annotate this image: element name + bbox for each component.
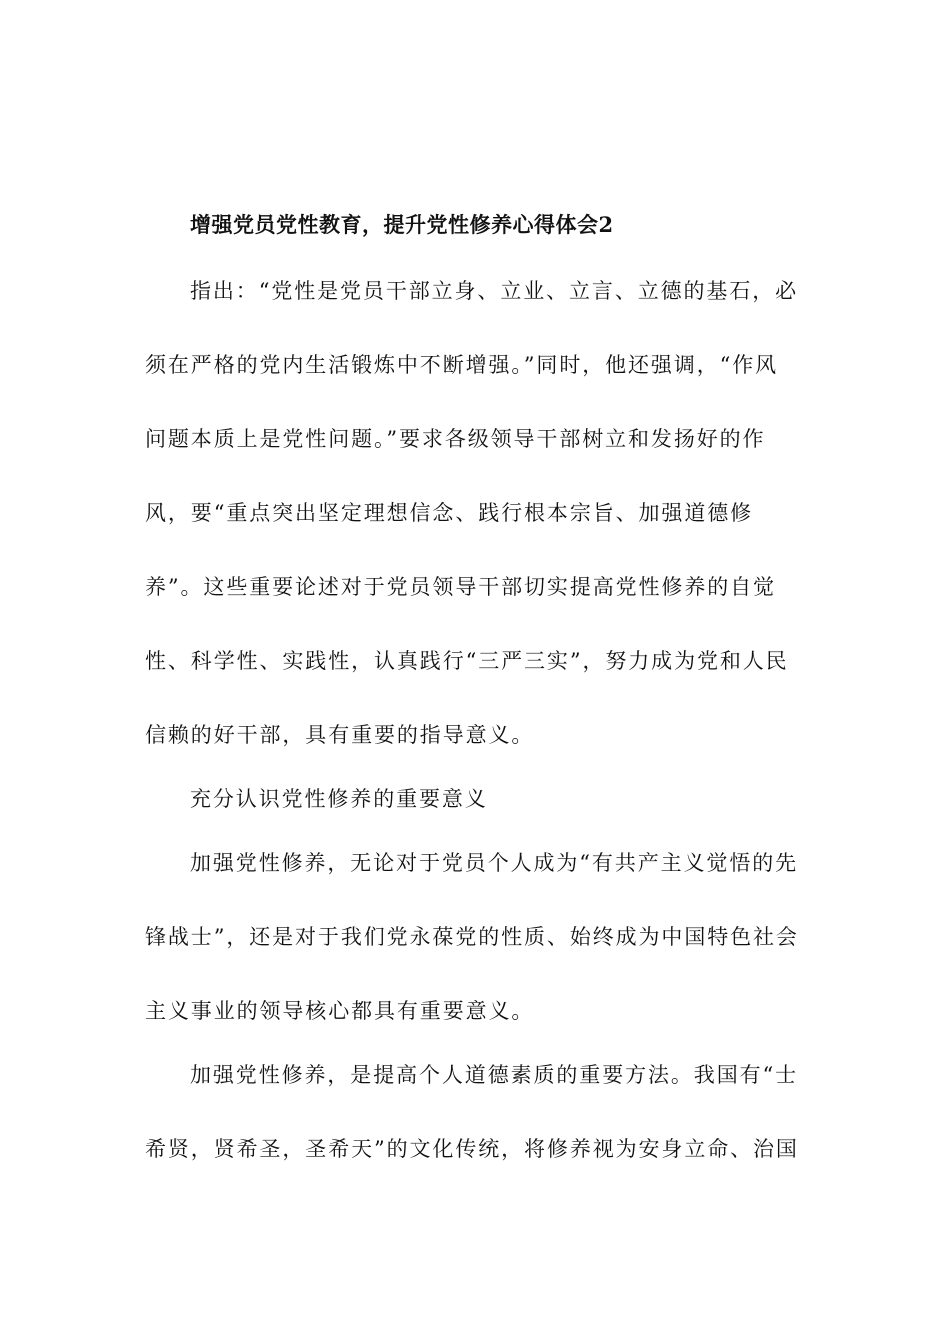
paragraph-line: 须在严格的党内生活锻炼中不断增强。”同时，他还强调，“作风: [145, 353, 779, 377]
paragraph-line: 信赖的好干部，具有重要的指导意义。: [145, 723, 535, 747]
paragraph-line: 指出：“党性是党员干部立身、立业、立言、立德的基石，必: [190, 279, 799, 303]
paragraph-line: 加强党性修养，无论对于党员个人成为“有共产主义觉悟的先: [190, 851, 799, 875]
paragraph-line: 风，要“重点突出坚定理想信念、践行根本宗旨、加强道德修: [145, 501, 754, 525]
paragraph-line: 主义事业的领导核心都具有重要意义。: [145, 999, 535, 1023]
paragraph-line: 希贤，贤希圣，圣希天”的文化传统，将修养视为安身立命、治国: [145, 1137, 799, 1161]
section-heading: 充分认识党性修养的重要意义: [190, 787, 488, 811]
paragraph-line: 问题本质上是党性问题。”要求各级领导干部树立和发扬好的作: [145, 427, 766, 451]
paragraph-line: 锋战士”，还是对于我们党永葆党的性质、始终成为中国特色社会: [145, 925, 799, 949]
document-title: 增强党员党性教育，提升党性修养心得体会2: [190, 212, 614, 237]
paragraph-line: 加强党性修养，是提高个人道德素质的重要方法。我国有“士: [190, 1063, 799, 1087]
paragraph-line: 养”。这些重要论述对于党员领导干部切实提高党性修养的自觉: [145, 575, 776, 599]
paragraph-line: 性、科学性、实践性，认真践行“三严三实”，努力成为党和人民: [145, 649, 789, 673]
